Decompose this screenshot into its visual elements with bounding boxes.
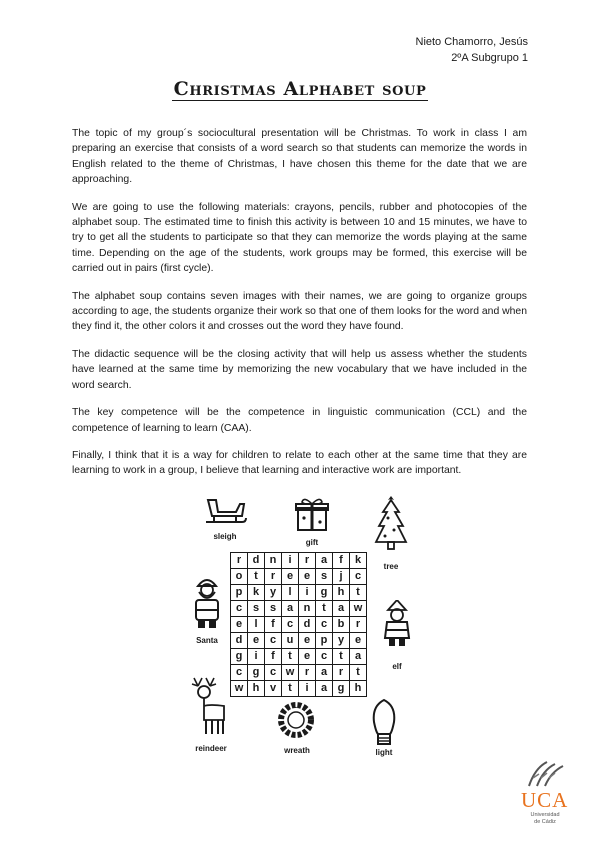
grid-cell: i [299,681,316,697]
grid-cell: e [248,633,265,649]
grid-cell: i [282,553,299,569]
grid-cell: f [265,617,282,633]
grid-cell: y [265,585,282,601]
grid-cell: c [265,665,282,681]
label-sleigh: sleigh [213,532,237,541]
grid-cell: c [282,617,299,633]
page-title [0,78,600,100]
grid-cell: f [333,553,350,569]
document-body [72,126,527,491]
grid-row [231,601,367,617]
grid-cell: f [265,649,282,665]
gift-icon [294,496,330,532]
christmas-tree-icon [374,494,408,552]
grid-cell: y [333,633,350,649]
grid-cell: i [299,585,316,601]
grid-row [231,617,367,633]
grid-row [231,681,367,697]
paragraph-5: The key competence will be the competence in linguistic communication (CCL) and the competence of learning to learn (CAA). [72,407,527,434]
grid-cell: t [316,601,333,617]
grid-row [231,649,367,665]
author-name: Nieto Chamorro, Jesús [415,36,528,48]
grid-cell: l [248,617,265,633]
grid-cell: g [231,649,248,665]
grid-cell: s [248,601,265,617]
label-elf: elf [392,662,402,671]
grid-cell: p [316,633,333,649]
grid-cell: h [350,681,367,697]
grid-row [231,665,367,681]
grid-cell: d [231,633,248,649]
label-light: light [375,748,393,757]
grid-cell: r [265,569,282,585]
grid-cell: e [282,569,299,585]
grid-cell: w [350,601,367,617]
uca-logo [517,758,573,830]
grid-cell: g [333,681,350,697]
grid-cell: u [282,633,299,649]
grid-row [231,569,367,585]
grid-cell: t [350,665,367,681]
grid-cell: r [299,665,316,681]
grid-cell: c [350,569,367,585]
uca-emblem-icon [525,758,567,788]
grid-cell: p [231,585,248,601]
grid-cell: j [333,569,350,585]
wreath-icon [276,700,316,740]
grid-cell: e [299,649,316,665]
paragraph-6: Finally, I think that it is a way for children to relate to each other at the same time that they are learning to work in a group, I believe that learning and interactive work are important. [72,449,527,477]
grid-cell: w [282,665,299,681]
grid-cell: r [350,617,367,633]
grid-cell: e [350,633,367,649]
sleigh-icon [202,496,248,528]
grid-cell: a [316,553,333,569]
grid-cell: w [231,681,248,697]
grid-cell: e [299,569,316,585]
paragraph-3: The alphabet soup contains seven images with their names, we are going to organize groups according to age, the students organize their work so that one of them looks for the word and when they find it, the other colors it and crosses out the word they have found. [72,290,527,333]
grid-row [231,633,367,649]
paragraph-4: The didactic sequence will be the closing activity that will help us assess whether the students have learned at the same time by memorizing the new vocabulary that we have included in the word search. [72,348,527,391]
label-santa: Santa [196,636,218,645]
reindeer-icon [190,676,230,738]
grid-cell: t [248,569,265,585]
grid-cell: s [265,601,282,617]
grid-cell: g [316,585,333,601]
uca-subtitle-line-2: de Cádiz [534,819,556,825]
grid-cell: e [299,633,316,649]
grid-row [231,585,367,601]
grid-cell: e [231,617,248,633]
grid-cell: a [316,665,333,681]
word-search-figure [188,490,420,760]
label-gift: gift [305,538,319,547]
grid-cell: s [316,569,333,585]
grid-cell: n [299,601,316,617]
grid-cell: a [333,601,350,617]
label-wreath: wreath [284,746,310,755]
letter-grid [230,552,367,697]
grid-cell: c [265,633,282,649]
grid-cell: k [248,585,265,601]
title-text: Christmas Alphabet soup [173,78,427,100]
grid-cell: i [248,649,265,665]
grid-cell: r [333,665,350,681]
grid-cell: t [333,649,350,665]
grid-cell: k [350,553,367,569]
paragraph-2: We are going to use the following materials: crayons, pencils, rubber and photocopies of the alphabet soup. The estimated time to finish this activity is between 10 and 15 minutes, we have to try to get all the students to participate so that they can memorize the words playing at the same time. Depending on the age of the students, work groups may be formed, this exercise will be carried out in pairs (first cycle). [72,201,527,275]
grid-row [231,553,367,569]
grid-cell: v [265,681,282,697]
light-bulb-icon [368,698,400,748]
elf-icon [382,600,412,648]
grid-cell: d [299,617,316,633]
uca-subtitle [519,812,571,826]
grid-cell: d [248,553,265,569]
grid-cell: c [231,665,248,681]
grid-cell: o [231,569,248,585]
santa-icon [190,576,224,630]
grid-cell: g [248,665,265,681]
grid-cell: t [282,649,299,665]
grid-cell: r [231,553,248,569]
grid-cell: b [333,617,350,633]
grid-cell: h [248,681,265,697]
uca-wordmark: UCA [521,788,569,812]
group-name: 2ºA Subgrupo 1 [451,52,528,64]
grid-cell: r [299,553,316,569]
grid-cell: c [316,617,333,633]
grid-cell: a [282,601,299,617]
grid-cell: t [350,585,367,601]
grid-cell: h [333,585,350,601]
grid-cell: a [316,681,333,697]
grid-cell: c [316,649,333,665]
grid-cell: c [231,601,248,617]
uca-subtitle-line-1: Universidad [530,812,560,818]
grid-cell: t [282,681,299,697]
label-reindeer: reindeer [195,744,227,753]
grid-cell: n [265,553,282,569]
label-tree: tree [383,562,399,571]
grid-cell: a [350,649,367,665]
paragraph-1: The topic of my group´s sociocultural presentation will be Christmas. To work in class I am preparing an exercise that consists of a word search so that students can memorize the words in English related to the theme of Christmas, I have chosen this theme for the date that we are approaching. [72,128,527,186]
grid-cell: l [282,585,299,601]
author-header [416,34,529,66]
